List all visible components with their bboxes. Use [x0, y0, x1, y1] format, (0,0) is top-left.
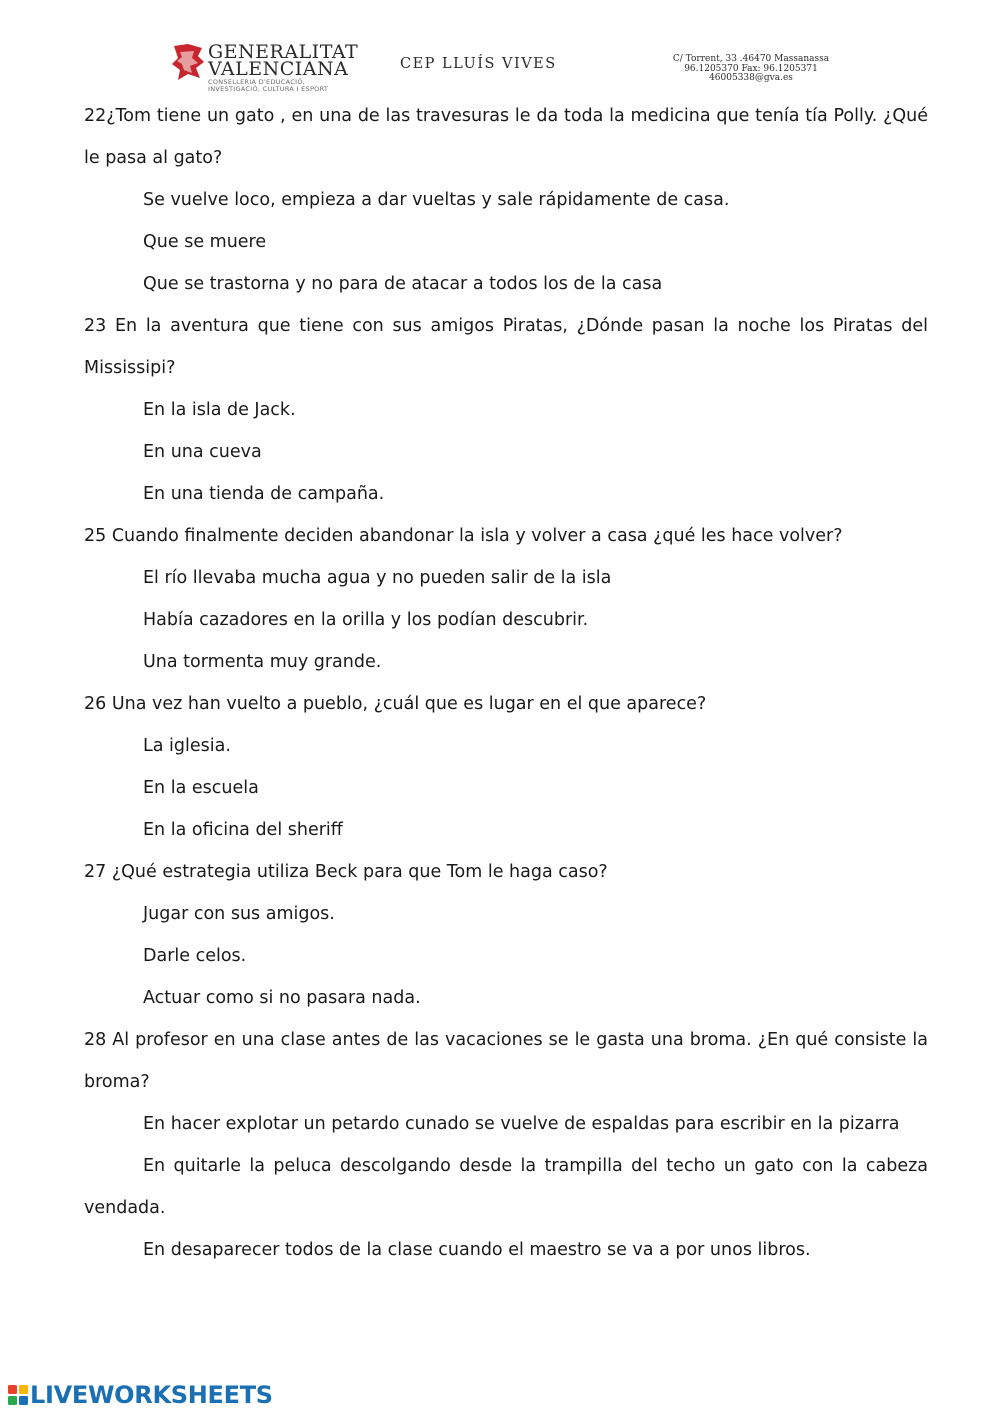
answer-option[interactable]: En la escuela: [143, 778, 259, 798]
question-26: 26 Una vez han vuelto a pueblo, ¿cuál que es lugar en el que aparece?: [84, 694, 707, 714]
address-line2: 96.1205370 Fax: 96.1205371: [684, 63, 818, 74]
answer-option[interactable]: Se vuelve loco, empieza a dar vueltas y sale rápidamente de casa.: [143, 190, 730, 210]
generalitat-name-line1: GENERALITAT: [208, 41, 359, 63]
liveworksheets-logo-icon: [8, 1385, 28, 1405]
answer-option[interactable]: En desaparecer todos de la clase cuando el maestro se va a por unos libros.: [143, 1240, 811, 1260]
generalitat-name-line2: VALENCIANA: [208, 58, 349, 80]
conselleria-name: [208, 79, 328, 93]
answer-option[interactable]: Una tormenta muy grande.: [143, 652, 382, 672]
question-28: 28 Al profesor en una clase antes de las vacaciones se le gasta una broma. ¿En qué consiste la broma?: [84, 1030, 928, 1092]
question-block: [84, 305, 928, 515]
question-block: [84, 851, 928, 1019]
answer-option[interactable]: Había cazadores en la orilla y los podían descubrir.: [143, 610, 589, 630]
liveworksheets-brand: LIVEWORKSHEETS: [30, 1381, 273, 1409]
question-block: [84, 515, 928, 683]
question-block: [84, 1019, 928, 1271]
answer-option[interactable]: Actuar como si no pasara nada.: [143, 988, 421, 1008]
answer-option[interactable]: Que se trastorna y no para de atacar a todos los de la casa: [143, 274, 663, 294]
answer-option[interactable]: En la oficina del sheriff: [143, 820, 343, 840]
answer-option[interactable]: En una cueva: [143, 442, 262, 462]
question-block: [84, 95, 928, 305]
address-line3: 46005338@gva.es: [709, 73, 793, 83]
conselleria-line1: CONSELLERIA D'EDUCACIÓ,: [208, 78, 306, 86]
question-block: [84, 683, 928, 851]
answer-option[interactable]: En una tienda de campaña.: [143, 484, 385, 504]
school-address: [660, 55, 842, 84]
answer-option[interactable]: Que se muere: [143, 232, 267, 252]
question-22: 22¿Tom tiene un gato , en una de las travesuras le da toda la medicina que tenía tía Polly. ¿Qué le pasa al gato?: [84, 106, 928, 168]
answer-option[interactable]: El río llevaba mucha agua y no pueden salir de la isla: [143, 568, 612, 588]
worksheet-questions: [84, 95, 928, 1271]
answer-option[interactable]: En quitarle la peluca descolgando desde la trampilla del techo un gato con la cabeza vendada.: [84, 1156, 928, 1218]
question-23: 23 En la aventura que tiene con sus amigos Piratas, ¿Dónde pasan la noche los Piratas del Mississipi?: [84, 316, 928, 378]
generalitat-name: [208, 41, 359, 80]
answer-option[interactable]: En la isla de Jack.: [143, 400, 296, 420]
answer-option[interactable]: En hacer explotar un petardo cunado se vuelve de espaldas para escribir en la pizarra: [143, 1114, 900, 1134]
school-name: CEP LLUÍS VIVES: [400, 56, 557, 72]
letterhead: [0, 0, 1000, 100]
answer-option[interactable]: La iglesia.: [143, 736, 231, 756]
question-27: 27 ¿Qué estrategia utiliza Beck para que Tom le haga caso?: [84, 862, 608, 882]
address-line1: C/ Torrent, 33 .46470 Massanassa: [672, 54, 830, 64]
conselleria-line2: INVESTIGACIÓ, CULTURA I ESPORT: [208, 85, 329, 93]
answer-option[interactable]: Darle celos.: [143, 946, 247, 966]
generalitat-logo-icon: [168, 42, 208, 82]
answer-option[interactable]: Jugar con sus amigos.: [143, 904, 335, 924]
question-25: 25 Cuando finalmente deciden abandonar la isla y volver a casa ¿qué les hace volver?: [84, 526, 843, 546]
